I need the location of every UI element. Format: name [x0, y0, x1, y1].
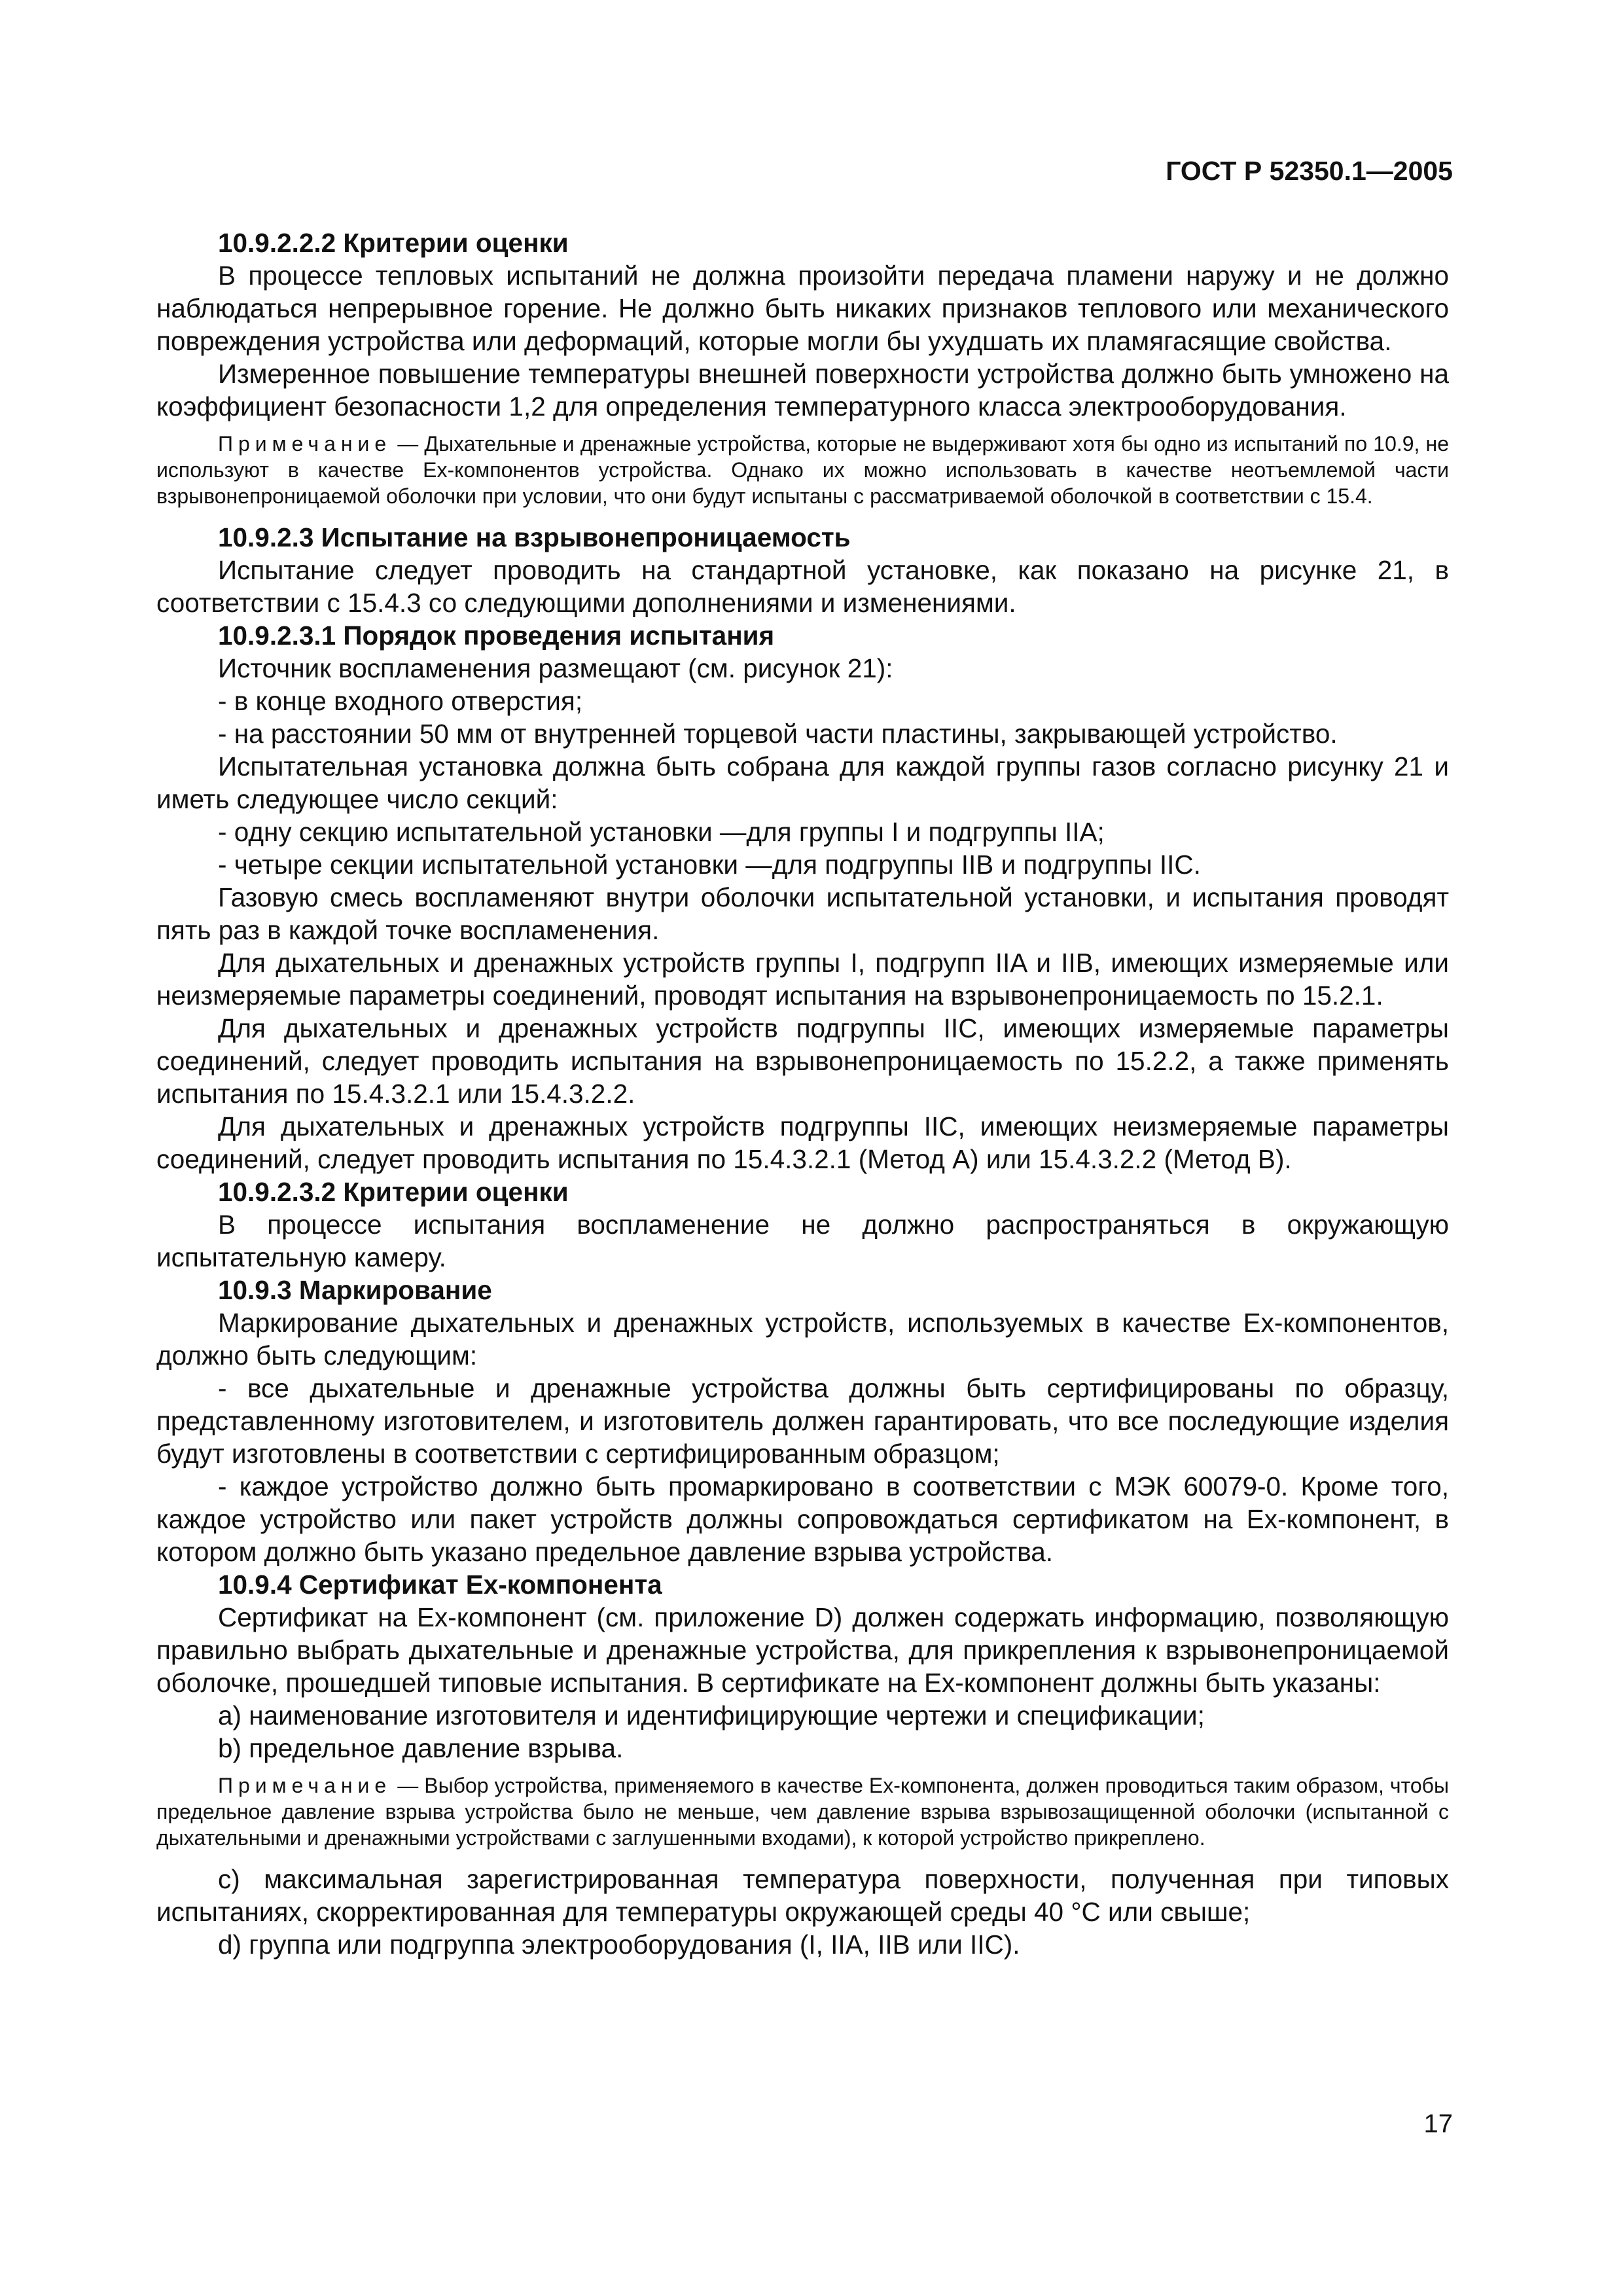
document-body [156, 226, 1449, 1961]
list-item: - четыре секции испытательной установки —для подгруппы IIB и подгруппы IIC. [218, 850, 1201, 880]
body-paragraph: В процессе испытания воспламенение не должно распространяться в окружающую испытательную камеру. [156, 1210, 1449, 1272]
heading-10-9-2-3-2: 10.9.2.3.2 Критерии оценки [218, 1177, 569, 1207]
body-paragraph: Маркирование дыхательных и дренажных устройств, используемых в качестве Ех-компонентов, должно быть следующим: [156, 1308, 1449, 1371]
note-paragraph [156, 1772, 1449, 1851]
body-paragraph: Измеренное повышение температуры внешней поверхности устройства должно быть умножено на коэффициент безопасности 1,2 для определения температурного класса электрооборудования. [156, 359, 1449, 422]
note-label: Примечание [218, 1774, 392, 1797]
body-paragraph: Испытательная установка должна быть собрана для каждой группы газов согласно рисунку 21 и иметь следующее число секций: [156, 751, 1449, 814]
body-paragraph: Испытание следует проводить на стандартной установке, как показано на рисунке 21, в соответствии с 15.4.3 со следующими дополнениями и изменениями. [156, 555, 1449, 618]
list-item: b) предельное давление взрыва. [218, 1733, 624, 1763]
body-paragraph: Сертификат на Ех-компонент (см. приложение D) должен содержать информацию, позволяющую правильно выбрать дыхательные и дренажные устройства, для прикрепления к взрывонепроницаемой оболочке, прошедшей типовые испытания. В сертификате на Ех-компонент должны быть указаны: [156, 1602, 1449, 1698]
note-text: — Выбор устройства, применяемого в качестве Ех-компонента, должен проводиться таким образом, чтобы предельное давление взрыва устройства было не меньше, чем давление взрыва взрывозащищенной оболочки (испытанной с дыхательными и дренажными устройствами с заглушенными входами), к которой устройство прикреплено. [156, 1774, 1449, 1850]
list-item: - каждое устройство должно быть промаркировано в соответствии с МЭК 60079-0. Кроме того, каждое устройство или пакет устройств должны сопровождаться сертификатом на Ех-компонент, в котором должно быть указано предельное давление взрыва устройства. [156, 1471, 1449, 1567]
list-item: - в конце входного отверстия; [218, 686, 583, 716]
body-paragraph: В процессе тепловых испытаний не должна произойти передача пламени наружу и не должно наблюдаться непрерывное горение. Не должно быть никаких признаков теплового или механического повреждения устройства или деформаций, которые могли бы ухудшать их пламягасящие свойства. [156, 260, 1449, 356]
note-label: Примечание [218, 432, 392, 456]
body-paragraph: Для дыхательных и дренажных устройств группы I, подгрупп IIA и IIB, имеющих измеряемые или неизмеряемые параметры соединений, проводят испытания на взрывонепроницаемость по 15.2.1. [156, 948, 1449, 1011]
body-paragraph: Для дыхательных и дренажных устройств подгруппы IIC, имеющих измеряемые параметры соединений, следует проводить испытания на взрывонепроницаемость по 15.2.2, а также применять испытания по 15.4.3.2.1 или 15.4.3.2.2. [156, 1013, 1449, 1109]
heading-10-9-4: 10.9.4 Сертификат Ех-компонента [218, 1570, 662, 1600]
list-item: - одну секцию испытательной установки —для группы I и подгруппы IIA; [218, 817, 1105, 847]
heading-10-9-2-2-2: 10.9.2.2.2 Критерии оценки [218, 228, 569, 258]
standard-header: ГОСТ Р 52350.1—2005 [1166, 156, 1453, 186]
body-paragraph: Для дыхательных и дренажных устройств подгруппы IIC, имеющих неизмеряемые параметры соединений, следует проводить испытания по 15.4.3.2.1 (Метод А) или 15.4.3.2.2 (Метод В). [156, 1111, 1449, 1174]
page-number: 17 [1423, 2109, 1453, 2138]
list-item: a) наименование изготовителя и идентифицирующие чертежи и спецификации; [218, 1700, 1205, 1731]
list-item: - все дыхательные и дренажные устройства должны быть сертифицированы по образцу, представленному изготовителем, и изготовитель должен гарантировать, что все последующие изделия будут изготовлены в соответствии с сертифицированным образцом; [156, 1373, 1449, 1469]
list-item: d) группа или подгруппа электрооборудования (I, IIA, IIB или IIC). [218, 1929, 1020, 1960]
note-text: — Дыхательные и дренажные устройства, которые не выдерживают хотя бы одно из испытаний по 10.9, не используют в качестве Ех-компонентов устройства. Однако их можно использовать в качестве неотъемлемой части взрывонепроницаемой оболочки при условии, что они будут испытаны с рассматриваемой оболочкой в соответствии с 15.4. [156, 432, 1449, 508]
body-paragraph: Источник воспламенения размещают (см. рисунок 21): [218, 653, 893, 683]
heading-10-9-2-3: 10.9.2.3 Испытание на взрывонепроницаемость [218, 522, 851, 552]
heading-10-9-2-3-1: 10.9.2.3.1 Порядок проведения испытания [218, 620, 775, 651]
heading-10-9-3: 10.9.3 Маркирование [218, 1275, 492, 1305]
note-paragraph [156, 431, 1449, 509]
list-item: c) максимальная зарегистрированная температура поверхности, полученная при типовых испытаниях, скорректированная для температуры окружающей среды 40 °С или свыше; [156, 1864, 1449, 1927]
body-paragraph: Газовую смесь воспламеняют внутри оболочки испытательной установки, и испытания проводят пять раз в каждой точке воспламенения. [156, 882, 1449, 945]
list-item: - на расстоянии 50 мм от внутренней торцевой части пластины, закрывающей устройство. [218, 719, 1338, 749]
